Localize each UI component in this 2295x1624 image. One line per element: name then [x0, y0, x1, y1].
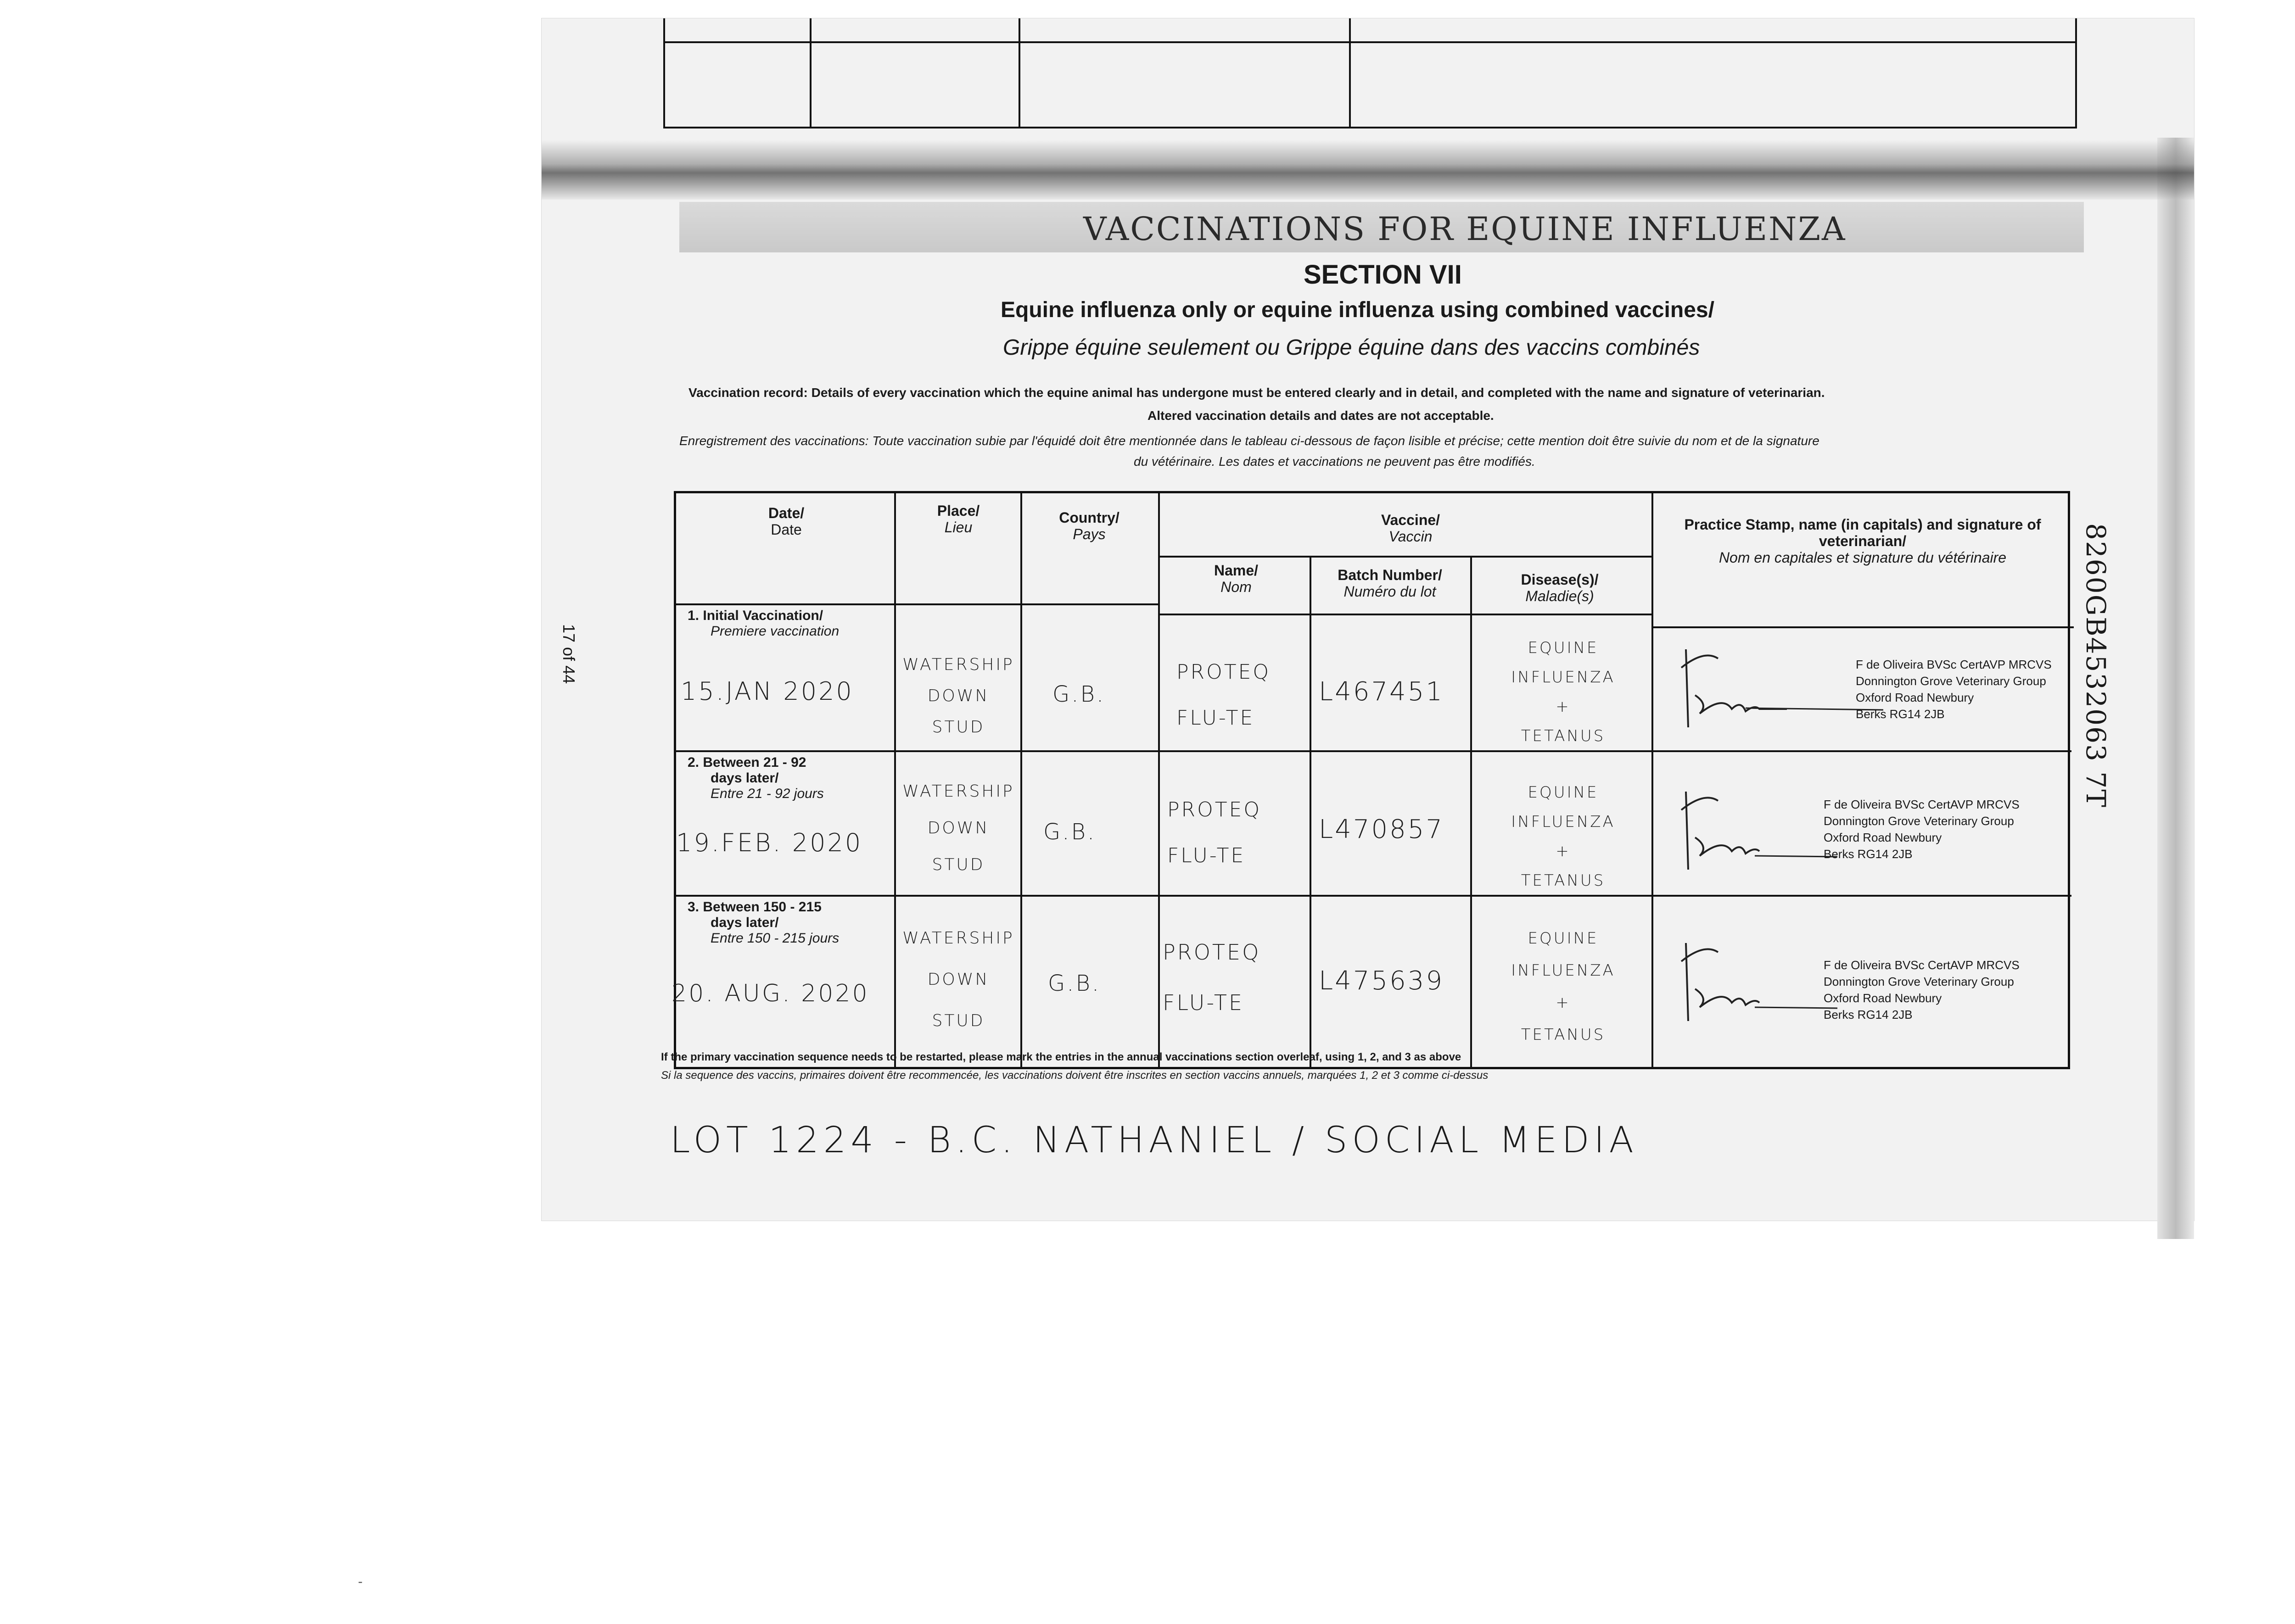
- row-label: [688, 899, 839, 946]
- batch-number: L475639: [1319, 966, 1444, 996]
- header-country-fr: Pays: [1073, 526, 1106, 542]
- header-stamp: [1658, 516, 2067, 566]
- header-place: [903, 502, 1013, 536]
- place-line: WATERSHIP: [902, 782, 1014, 801]
- header-batch-en: Batch Number/: [1338, 567, 1442, 583]
- stamp-line: Oxford Road Newbury: [1824, 991, 1942, 1005]
- vaccine-name: [1163, 927, 1260, 1028]
- header-country: [1030, 509, 1149, 542]
- table-divider: [1158, 493, 1160, 1069]
- row-label-en-2: days later/: [711, 915, 779, 930]
- scan-mark: -: [358, 1574, 363, 1589]
- vaccination-country: G.B.: [1048, 971, 1101, 996]
- header-disease: [1477, 571, 1642, 604]
- header-vaccine: [1319, 512, 1502, 545]
- header-date-en: Date/: [768, 505, 805, 521]
- header-name-fr: Nom: [1220, 579, 1252, 595]
- table-divider: [665, 41, 2075, 43]
- footnote-en: If the primary vaccination sequence needs to be restarted, please mark the entries in the annual vaccinations section overleaf, using 1, 2, and 3 as above: [661, 1051, 1461, 1063]
- disease-line: +: [1556, 993, 1571, 1012]
- header-name-en: Name/: [1214, 562, 1259, 579]
- page-number: 17 of 44: [560, 624, 578, 684]
- header-stamp-en-2: veterinarian/: [1819, 533, 1907, 549]
- header-vaccine-en: Vaccine/: [1381, 512, 1440, 528]
- place-line: STUD: [932, 718, 985, 737]
- intro-text-fr: Enregistrement des vaccinations: Toute vaccination subie par l'équidé doit être mentionnée dans le tableau ci-dessous de façon lisible et précise; cette mention doit être suivie du nom et de la signature: [679, 434, 1819, 448]
- vaccination-country: G.B.: [1043, 819, 1097, 845]
- section-label: SECTION VII: [1304, 260, 1462, 290]
- place-line: DOWN: [927, 686, 990, 705]
- stamp-line: Berks RG14 2JB: [1856, 707, 1945, 721]
- table-divider: [1158, 556, 1651, 558]
- row-label: [688, 755, 824, 802]
- place-line: DOWN: [927, 819, 990, 837]
- stamp-line: Berks RG14 2JB: [1824, 847, 1913, 861]
- subtitle-en: Equine influenza only or equine influenza using combined vaccines/: [1001, 298, 1714, 322]
- row-label-en: 3. Between 150 - 215: [688, 899, 822, 915]
- subtitle-fr: Grippe équine seulement ou Grippe équine dans des vaccins combinés: [1003, 335, 1700, 360]
- name-line: PROTEQ: [1163, 940, 1261, 965]
- stamp-line: F de Oliveira BVSc CertAVP MRCVS: [1856, 658, 2052, 671]
- row-label-en: 2. Between 21 - 92: [688, 755, 806, 770]
- header-date-fr: Date: [771, 521, 802, 538]
- previous-table-fragment: [663, 18, 2077, 128]
- table-divider: [1651, 626, 2074, 628]
- table-divider: [1349, 18, 1351, 127]
- disease-line: TETANUS: [1521, 871, 1606, 890]
- stamp-line: Oxford Road Newbury: [1824, 831, 1942, 844]
- header-stamp-en: Practice Stamp, name (in capitals) and signature of: [1684, 516, 2041, 533]
- vaccination-country: G.B.: [1052, 681, 1106, 707]
- table-divider: [1470, 558, 1472, 1069]
- stamp-line: Donnington Grove Veterinary Group: [1824, 975, 2014, 988]
- vaccine-name: [1176, 649, 1271, 741]
- batch-number: L467451: [1319, 677, 1444, 707]
- place-line: DOWN: [927, 970, 990, 989]
- disease-line: +: [1556, 698, 1571, 716]
- disease-line: EQUINE: [1528, 783, 1599, 802]
- vaccination-date: 20. AUG. 2020: [672, 980, 869, 1007]
- stamp-line: Donnington Grove Veterinary Group: [1824, 814, 2014, 828]
- vaccination-place: [896, 649, 1020, 743]
- band-title: VACCINATIONS FOR EQUINE INFLUENZA: [1083, 210, 1847, 248]
- intro-text-en-2: Altered vaccination details and dates are not acceptable.: [1148, 408, 1494, 423]
- page-edge: [2157, 138, 2194, 1239]
- place-line: STUD: [932, 855, 985, 874]
- table-divider: [676, 750, 2071, 752]
- name-line: PROTEQ: [1176, 660, 1271, 684]
- batch-number: L470857: [1319, 815, 1444, 844]
- disease-line: EQUINE: [1528, 929, 1599, 948]
- stamp-line: Oxford Road Newbury: [1856, 691, 1974, 704]
- intro-text-en: Vaccination record: Details of every vaccination which the equine animal has undergone must be entered clearly and in detail, and completed with the name and signature of veterinarian.: [688, 385, 1825, 400]
- vaccination-table: [674, 491, 2070, 1069]
- header-disease-fr: Maladie(s): [1525, 588, 1594, 604]
- name-line: FLU-TE: [1176, 706, 1255, 730]
- disease-line: TETANUS: [1521, 1026, 1606, 1044]
- vaccination-date: 19.FEB. 2020: [676, 828, 863, 857]
- header-vaccine-fr: Vaccin: [1388, 528, 1433, 545]
- disease-line: TETANUS: [1521, 727, 1606, 745]
- header-place-en: Place/: [937, 502, 980, 519]
- table-divider: [676, 603, 1158, 605]
- header-country-en: Country/: [1059, 509, 1120, 526]
- disease-line: INFLUENZA: [1511, 961, 1615, 980]
- disease-line: INFLUENZA: [1511, 668, 1615, 686]
- row-label: [688, 608, 839, 639]
- veterinarian-signature: [1668, 782, 1787, 874]
- row-label-fr: Premiere vaccination: [711, 624, 840, 639]
- table-divider: [1651, 493, 1653, 1069]
- row-label-fr: Entre 21 - 92 jours: [711, 786, 824, 801]
- veterinarian-signature: [1668, 934, 1787, 1026]
- practice-stamp: [1856, 656, 2052, 722]
- header-batch: [1316, 567, 1463, 600]
- name-line: FLU-TE: [1163, 990, 1244, 1015]
- table-divider: [1158, 614, 1651, 615]
- practice-stamp: [1824, 796, 2020, 862]
- place-line: WATERSHIP: [902, 929, 1014, 948]
- name-line: FLU-TE: [1167, 844, 1246, 867]
- place-line: WATERSHIP: [902, 655, 1014, 674]
- header-stamp-fr: Nom en capitales et signature du vétérinaire: [1718, 549, 2007, 566]
- row-label-fr: Entre 150 - 215 jours: [711, 931, 840, 946]
- row-label-en-2: days later/: [711, 770, 779, 786]
- vaccination-place: [896, 773, 1020, 883]
- disease-list: [1475, 633, 1651, 751]
- practice-stamp: [1824, 957, 2020, 1023]
- place-line: STUD: [932, 1011, 985, 1030]
- stamp-line: F de Oliveira BVSc CertAVP MRCVS: [1824, 798, 2020, 811]
- table-divider: [1019, 18, 1020, 127]
- table-divider: [810, 18, 812, 127]
- vaccine-name: [1167, 787, 1261, 879]
- stamp-line: F de Oliveira BVSc CertAVP MRCVS: [1824, 958, 2020, 972]
- header-disease-en: Disease(s)/: [1521, 571, 1599, 588]
- stamp-line: Donnington Grove Veterinary Group: [1856, 674, 2046, 688]
- table-divider: [894, 493, 896, 1069]
- header-batch-fr: Numéro du lot: [1343, 583, 1436, 600]
- veterinarian-signature: [1668, 640, 1787, 732]
- intro-text-fr-2: du vétérinaire. Les dates et vaccinations ne peuvent pas être modifiés.: [1134, 454, 1535, 469]
- disease-list: [1475, 922, 1651, 1051]
- binding-fold-shadow: [542, 140, 2194, 200]
- vaccination-date: 15.JAN 2020: [681, 677, 854, 706]
- handwritten-lot-annotation: LOT 1224 - B.C. NATHANIEL / SOCIAL MEDIA: [670, 1120, 1638, 1161]
- row-label-en: 1. Initial Vaccination/: [688, 608, 823, 623]
- stamp-line: Berks RG14 2JB: [1824, 1008, 1913, 1021]
- table-divider: [1020, 493, 1022, 1069]
- footnote-fr: Si la sequence des vaccins, primaires doivent être recommencée, les vaccinations doivent être inscrites en section vaccins annuels, marquées 1, 2 et 3 comme ci-dessus: [661, 1069, 1489, 1082]
- disease-line: +: [1556, 842, 1571, 860]
- disease-list: [1475, 778, 1651, 895]
- disease-line: EQUINE: [1528, 639, 1599, 657]
- passport-id: 8260GB4532063 7T: [2080, 523, 2111, 808]
- vaccination-place: [896, 918, 1020, 1042]
- header-date: [722, 505, 851, 538]
- header-place-fr: Lieu: [944, 519, 973, 536]
- name-line: PROTEQ: [1167, 798, 1262, 821]
- table-divider: [676, 895, 2071, 897]
- table-divider: [1310, 558, 1311, 1069]
- disease-line: INFLUENZA: [1511, 813, 1615, 831]
- header-name: [1181, 562, 1291, 595]
